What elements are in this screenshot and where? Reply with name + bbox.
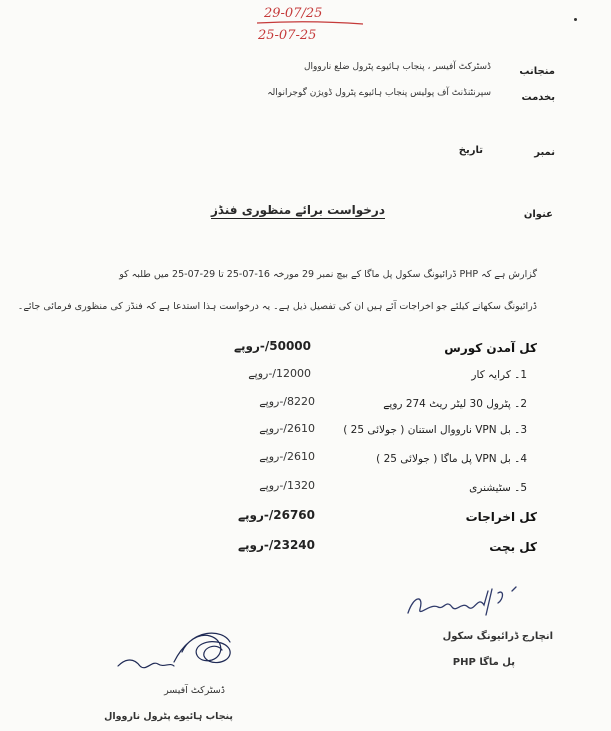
- signature-left-line-2: پنجاب ہائیوے پٹرول نارووال: [104, 711, 233, 722]
- stamp-line-1: 29-07/25: [264, 6, 323, 21]
- item-label-stationery: 5۔ سٹیشنری: [469, 482, 527, 494]
- signature-right-mark: [400, 585, 530, 625]
- paragraph-line-1: گزارش ہے کہ PHP ڈرائیونگ سکول پل ماگا کے بیچ نمبر 29 مورخہ 16-07-25 تا 29-07-25 میں طلبہ کو: [119, 269, 537, 280]
- item-label-car-rent: 1۔ کرایہ کار: [471, 369, 527, 381]
- stamp-underline: [255, 20, 365, 26]
- item-label-petrol: 2۔ پٹرول 30 لیٹر ریٹ 274 روپے: [383, 398, 527, 410]
- item-label-vpn-pul-maga: 4۔ بل VPN پل ماگا ( جولائی 25 ): [376, 453, 527, 465]
- from-label: منجانب: [519, 66, 555, 77]
- signature-left-line-1: ڈسٹرکٹ آفیسر: [164, 685, 225, 696]
- item-amount-total-savings: 23240/-روپے: [237, 538, 315, 552]
- item-amount-car-rent: 12000/-روپے: [248, 367, 311, 380]
- signature-right-line-2: PHP پل ماگا: [452, 657, 515, 668]
- item-label-total-savings: کل بچت: [489, 540, 537, 554]
- item-label-vpn-narowal: 3۔ بل VPN نارووال استنان ( جولائی 25 ): [343, 424, 527, 436]
- subject-label: عنوان: [523, 209, 553, 220]
- item-amount-petrol: 8220/-روپے: [259, 395, 315, 408]
- item-label-total-income: کل آمدن کورس: [444, 341, 537, 355]
- stamp-line-2: 25-07-25: [258, 28, 317, 43]
- signature-left-mark: [112, 622, 252, 682]
- subject-value: درخواست برائے منظوری فنڈز: [210, 203, 385, 217]
- date-label: تاریخ: [458, 145, 483, 156]
- from-value: ڈسٹرکٹ آفیسر ، پنجاب ہائیوے پٹرول ضلع نارووال: [303, 62, 491, 72]
- to-label: بخدمت: [521, 92, 555, 103]
- item-amount-vpn-narowal: 2610/-روپے: [259, 422, 315, 435]
- number-label: نمبر: [534, 147, 555, 158]
- item-amount-total-expenses: 26760/-روپے: [237, 508, 315, 522]
- item-amount-stationery: 1320/-روپے: [259, 479, 315, 492]
- item-label-total-expenses: کل اخراجات: [465, 510, 537, 524]
- mark-dot: [574, 18, 577, 21]
- paragraph-line-2: ڈرائیونگ سکھانے کیلئے جو اخراجات آئے ہیں ان کی تفصیل ذیل ہے۔ یہ درخواست ہذا استدعا ہے کہ فنڈز کی منظوری فرمائی جائے۔: [17, 301, 537, 312]
- item-amount-vpn-pul-maga: 2610/-روپے: [259, 450, 315, 463]
- signature-right-line-1: انچارج ڈرائیونگ سکول: [442, 631, 553, 642]
- to-value: سپرنٹنڈنٹ آف پولیس پنجاب ہائیوے پٹرول ڈویژن گوجرانوالہ: [267, 88, 491, 98]
- item-amount-total-income: 50000/-روپے: [233, 339, 311, 353]
